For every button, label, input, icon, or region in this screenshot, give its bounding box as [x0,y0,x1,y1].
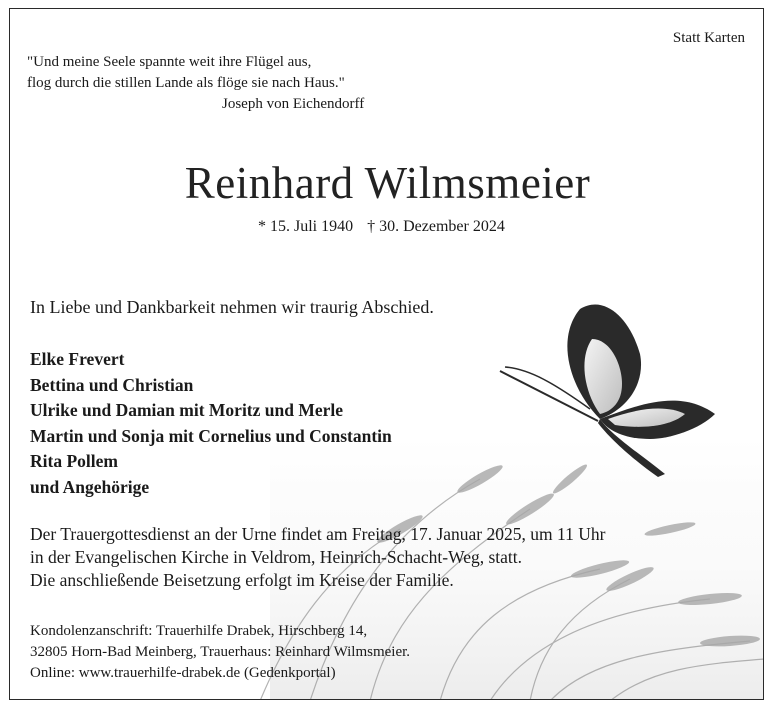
header-note: Statt Karten [672,30,745,46]
contact-line: 32805 Horn-Bad Meinberg, Trauerhaus: Reinhard Wilmsmeier. [30,644,411,660]
farewell-text: In Liebe und Dankbarkeit nehmen wir traurig Abschied. [30,297,434,317]
quote-line: "Und meine Seele spannte weit ihre Flügel aus, [27,54,312,70]
service-line: Der Trauergottesdienst an der Urne findet am Freitag, 17. Januar 2025, um 11 Uhr [30,524,606,544]
quote-line: flog durch die stillen Lande als flöge sie nach Haus." [27,75,345,91]
mourners-list [30,347,392,501]
mourner: Bettina und Christian [30,374,194,395]
contact-link[interactable]: Online: www.trauerhilfe-drabek.de (Gedenkportal) [30,665,336,681]
contact-line: Kondolenzanschrift: Trauerhilfe Drabek, Hirschberg 14, [30,623,368,639]
mourner: Rita Pollem [30,451,118,472]
service-line: Die anschließende Beisetzung erfolgt im Kreise der Familie. [30,570,454,590]
deceased-name: Reinhard Wilmsmeier [184,158,591,208]
mourner: Ulrike und Damian mit Moritz und Merle [30,400,344,421]
service-info [30,523,605,592]
service-line: in der Evangelischen Kirche in Veldrom, Heinrich-Schacht-Weg, statt. [30,547,522,567]
mourner: und Angehörige [30,476,150,497]
mourner: Martin und Sonja mit Cornelius und Constantin [30,425,392,446]
mourner: Elke Frevert [30,349,125,369]
life-dates [258,218,515,236]
birth-date: * 15. Juli 1940 [258,218,354,235]
condolence-contact [30,621,410,684]
death-date: † 30. Dezember 2024 [367,218,505,235]
quote-author: Joseph von Eichendorff [222,96,365,112]
poem-quote [27,52,364,115]
obituary-notice [9,8,764,700]
